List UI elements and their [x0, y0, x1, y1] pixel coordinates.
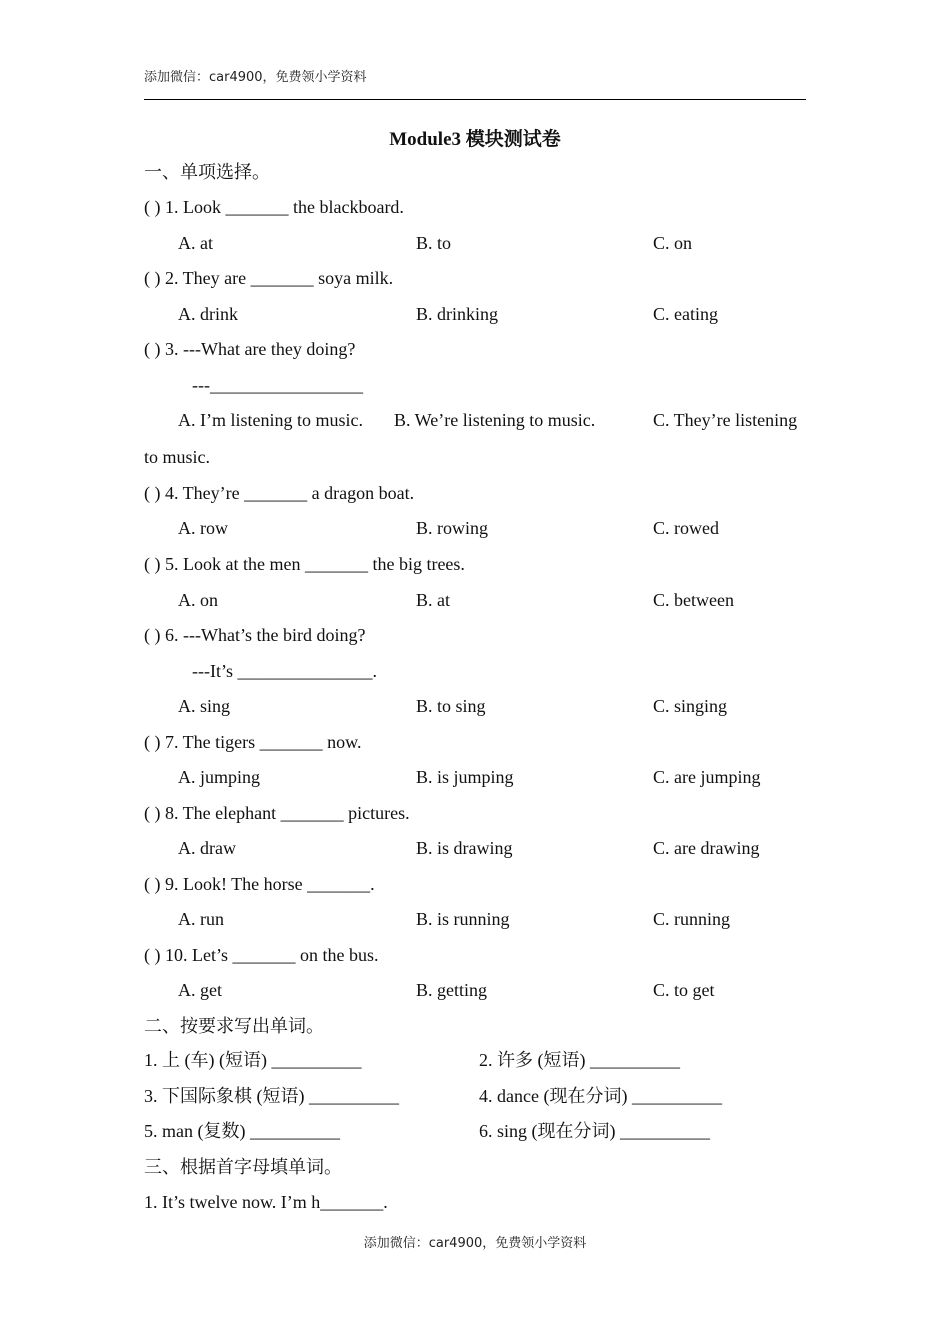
question-6-stem: ( ) 6. ---What’s the bird doing?	[144, 625, 366, 645]
question-3-answer-line: ---_________________	[192, 375, 363, 395]
section2-item-2: 2. 许多 (短语) __________	[479, 1050, 680, 1070]
section3-heading: 三、根据首字母填单词。	[144, 1157, 342, 1177]
question-6-answer-line: ---It’s _______________.	[192, 661, 377, 681]
question-5-options	[0, 588, 950, 612]
question-4-options	[0, 516, 950, 540]
q1-option-a: A. at	[178, 233, 213, 253]
question-9-options	[0, 907, 950, 931]
q6-option-b: B. to sing	[416, 696, 486, 716]
q6-option-c: C. singing	[653, 696, 728, 716]
q2-option-b: B. drinking	[416, 304, 499, 324]
section2-row-1	[0, 1048, 950, 1072]
question-6-options	[0, 694, 950, 718]
q4-option-c: C. rowed	[653, 518, 719, 538]
q2-option-a: A. drink	[178, 304, 238, 324]
q8-option-a: A. draw	[178, 838, 236, 858]
q10-option-a: A. get	[178, 980, 222, 1000]
q4-option-b: B. rowing	[416, 518, 488, 538]
q7-option-b: B. is jumping	[416, 767, 514, 787]
q5-option-a: A. on	[178, 590, 218, 610]
q7-option-a: A. jumping	[178, 767, 261, 787]
q9-option-a: A. run	[178, 909, 224, 929]
footer-note: 添加微信：car4900，免费领小学资料	[363, 1236, 587, 1251]
question-5-stem: ( ) 5. Look at the men _______ the big trees.	[144, 554, 465, 574]
header-divider	[144, 99, 806, 100]
q9-option-b: B. is running	[416, 909, 510, 929]
q7-option-c: C. are jumping	[653, 767, 761, 787]
q5-option-c: C. between	[653, 590, 734, 610]
question-10-options	[0, 978, 950, 1002]
question-1-stem: ( ) 1. Look _______ the blackboard.	[144, 197, 404, 217]
q3-option-c-continued: to music.	[144, 447, 210, 467]
question-8-options	[0, 836, 950, 860]
q3-option-c: C. They’re listening	[653, 410, 798, 430]
q3-option-b: B. We’re listening to music.	[394, 410, 596, 430]
section2-item-6: 6. sing (现在分词) __________	[479, 1121, 710, 1141]
section2-item-5: 5. man (复数) __________	[144, 1121, 340, 1141]
question-2-options	[0, 302, 950, 326]
q10-option-b: B. getting	[416, 980, 487, 1000]
q8-option-b: B. is drawing	[416, 838, 513, 858]
q1-option-c: C. on	[653, 233, 693, 253]
question-3-stem: ( ) 3. ---What are they doing?	[144, 339, 356, 359]
question-7-stem: ( ) 7. The tigers _______ now.	[144, 732, 362, 752]
question-8-stem: ( ) 8. The elephant _______ pictures.	[144, 803, 410, 823]
section2-row-3	[0, 1119, 950, 1143]
q4-option-a: A. row	[178, 518, 228, 538]
question-10-stem: ( ) 10. Let’s _______ on the bus.	[144, 945, 379, 965]
question-3-options	[0, 408, 950, 432]
section2-item-1: 1. 上 (车) (短语) __________	[144, 1050, 362, 1070]
q8-option-c: C. are drawing	[653, 838, 760, 858]
section2-item-3: 3. 下国际象棋 (短语) __________	[144, 1086, 399, 1106]
section3-item-1: 1. It’s twelve now. I’m h_______.	[144, 1192, 388, 1212]
section2-item-4: 4. dance (现在分词) __________	[479, 1086, 722, 1106]
q3-option-a: A. I’m listening to music.	[178, 410, 363, 430]
question-4-stem: ( ) 4. They’re _______ a dragon boat.	[144, 483, 415, 503]
question-7-options	[0, 765, 950, 789]
q10-option-c: C. to get	[653, 980, 715, 1000]
q2-option-c: C. eating	[653, 304, 718, 324]
page-title: Module3 模块测试卷	[389, 129, 561, 150]
q5-option-b: B. at	[416, 590, 450, 610]
section1-heading: 一、单项选择。	[144, 162, 270, 182]
q9-option-c: C. running	[653, 909, 731, 929]
q6-option-a: A. sing	[178, 696, 231, 716]
section2-row-2	[0, 1084, 950, 1108]
question-9-stem: ( ) 9. Look! The horse _______.	[144, 874, 375, 894]
section2-heading: 二、按要求写出单词。	[144, 1016, 324, 1036]
q1-option-b: B. to	[416, 233, 452, 253]
header-note: 添加微信：car4900，免费领小学资料	[144, 70, 367, 85]
question-2-stem: ( ) 2. They are _______ soya milk.	[144, 268, 394, 288]
question-1-options	[0, 231, 950, 255]
